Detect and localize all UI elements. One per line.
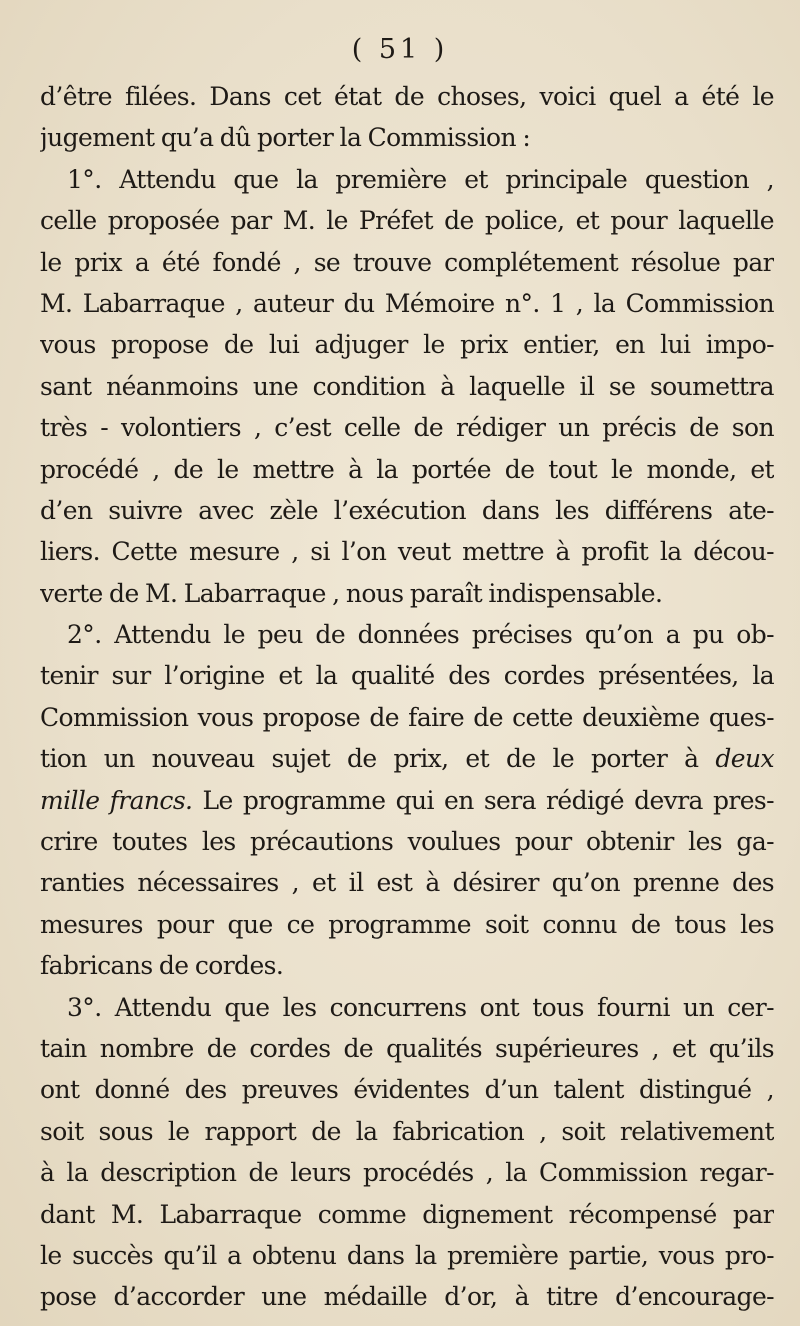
text-line: procédé , de le mettre à la portée de tout le monde, et: [40, 454, 774, 484]
text-line: 1°. Attendu que la première et principale question ,: [67, 164, 774, 194]
text-line: pose d’accorder une médaille d’or, à titre d’encourage-: [40, 1282, 774, 1312]
page-number: ( 51 ): [351, 34, 449, 65]
text-line: jugement qu’a dû porter la Commission :: [40, 123, 531, 153]
text-line: le prix a été fondé , se trouve complétement résolue par: [40, 247, 774, 277]
text-line: [40, 738, 774, 779]
line-text: tion un nouveau sujet de prix, et de le porter à: [40, 744, 716, 774]
text-line: 2°. Attendu le peu de données précises qu’on a pu ob-: [67, 620, 774, 650]
text-line: celle proposée par M. le Préfet de police, et pour laquelle: [40, 206, 774, 236]
body-text: [40, 76, 774, 1318]
text-line: liers. Cette mesure , si l’on veut mettre à profit la décou-: [40, 537, 774, 567]
text-line: 3°. Attendu que les concurrens ont tous fourni un cer-: [67, 992, 774, 1022]
text-line: mesures pour que ce programme soit connu de tous les: [40, 909, 774, 939]
text-line: soit sous le rapport de la fabrication , soit relativement: [40, 1116, 774, 1146]
italic-text: deux: [715, 744, 774, 774]
text-line: d’en suivre avec zèle l’exécution dans les différens ate-: [40, 495, 774, 525]
text-line: sant néanmoins une condition à laquelle il se soumettra: [40, 371, 774, 401]
text-line: [40, 780, 774, 821]
text-line: tenir sur l’origine et la qualité des cordes présentées, la: [40, 661, 774, 691]
line-text: Le programme qui en sera rédigé devra pres-: [192, 785, 774, 815]
text-line: ont donné des preuves évidentes d’un talent distingué ,: [40, 1075, 774, 1105]
text-line: verte de M. Labarraque , nous paraît indispensable.: [40, 578, 663, 608]
italic-text: mille francs.: [40, 785, 193, 815]
text-line: tain nombre de cordes de qualités supérieures , et qu’ils: [40, 1033, 774, 1063]
text-line: fabricans de cordes.: [40, 951, 284, 981]
text-line: à la description de leurs procédés , la Commission regar-: [40, 1158, 774, 1188]
text-line: dant M. Labarraque comme dignement récompensé par: [40, 1199, 774, 1229]
text-line: M. Labarraque , auteur du Mémoire n°. 1 , la Commission: [40, 288, 774, 318]
text-line: Commission vous propose de faire de cette deuxième ques-: [40, 702, 774, 732]
text-line: très - volontiers , c’est celle de rédiger un précis de son: [40, 413, 774, 443]
text-line: le succès qu’il a obtenu dans la première partie, vous pro-: [40, 1240, 774, 1270]
text-line: vous propose de lui adjuger le prix entier, en lui impo-: [40, 330, 774, 360]
text-line: crire toutes les précautions voulues pour obtenir les ga-: [40, 827, 774, 857]
text-line: d’être filées. Dans cet état de choses, voici quel a été le: [40, 82, 774, 111]
text-line: ranties nécessaires , et il est à désirer qu’on prenne des: [40, 868, 774, 898]
